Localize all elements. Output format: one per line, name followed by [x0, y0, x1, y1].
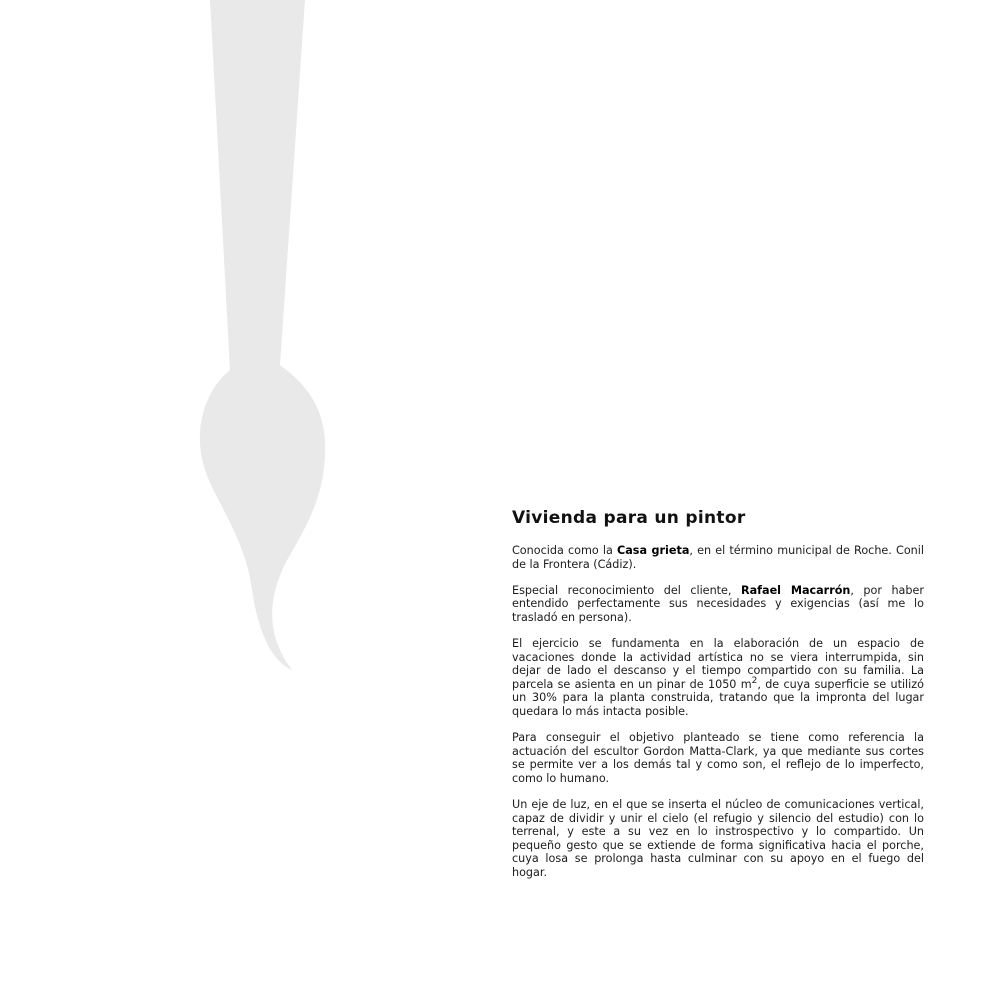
paragraph-text: El ejercicio se fundamenta en la elaboración de un espacio de vacaciones donde la actividad artística no se viera interrumpida, sin dejar de lado el descanso y el tiempo compartido con su familia. La parcela se asienta en un pinar de 1050 m: [512, 636, 924, 691]
article: [512, 508, 924, 892]
superscript: 2: [751, 675, 758, 686]
paragraph-text: , de cuya superficie se utilizó un 30% para la planta construida, tratando que la impronta del lugar quedara lo más intacta posible.: [512, 677, 924, 718]
project-name: Casa grieta: [617, 544, 690, 557]
paragraph-location: [512, 544, 924, 571]
paragraph-text: Especial reconocimiento del cliente,: [512, 583, 741, 597]
paragraph-text: , en el término municipal de Roche. Conil de la Frontera (Cádiz).: [512, 544, 924, 571]
paragraph-client: [512, 584, 924, 625]
paragraph-text: Conocida como la: [512, 544, 618, 557]
paragraph-concept: [512, 637, 924, 719]
paragraph-light-axis: Un eje de luz, en el que se inserta el núcleo de comunicaciones vertical, capaz de dividir y unir el cielo (el refugio y silencio del estudio) con lo terrenal, y este a su vez en lo instrospectivo y lo compartido. Un pequeño gesto que se extiende de forma significativa hacia el porche, cuya losa se prolonga hasta culminar con su apoyo en el fuego del hogar.: [512, 797, 924, 879]
brush-silhouette: [200, 0, 325, 670]
paragraph-text: , por haber entendido perfectamente sus necesidades y exigencias (así me lo trasladó en persona).: [512, 583, 924, 624]
paragraph-reference: Para conseguir el objetivo planteado se tiene como referencia la actuación del escultor Gordon Matta-Clark, ya que mediante sus cortes se permite ver a los demás tal y como son, el reflejo de lo imperfecto, como lo humano.: [512, 731, 924, 785]
article-title: Vivienda para un pintor: [512, 508, 746, 528]
client-name: Rafael Macarrón: [740, 583, 851, 597]
